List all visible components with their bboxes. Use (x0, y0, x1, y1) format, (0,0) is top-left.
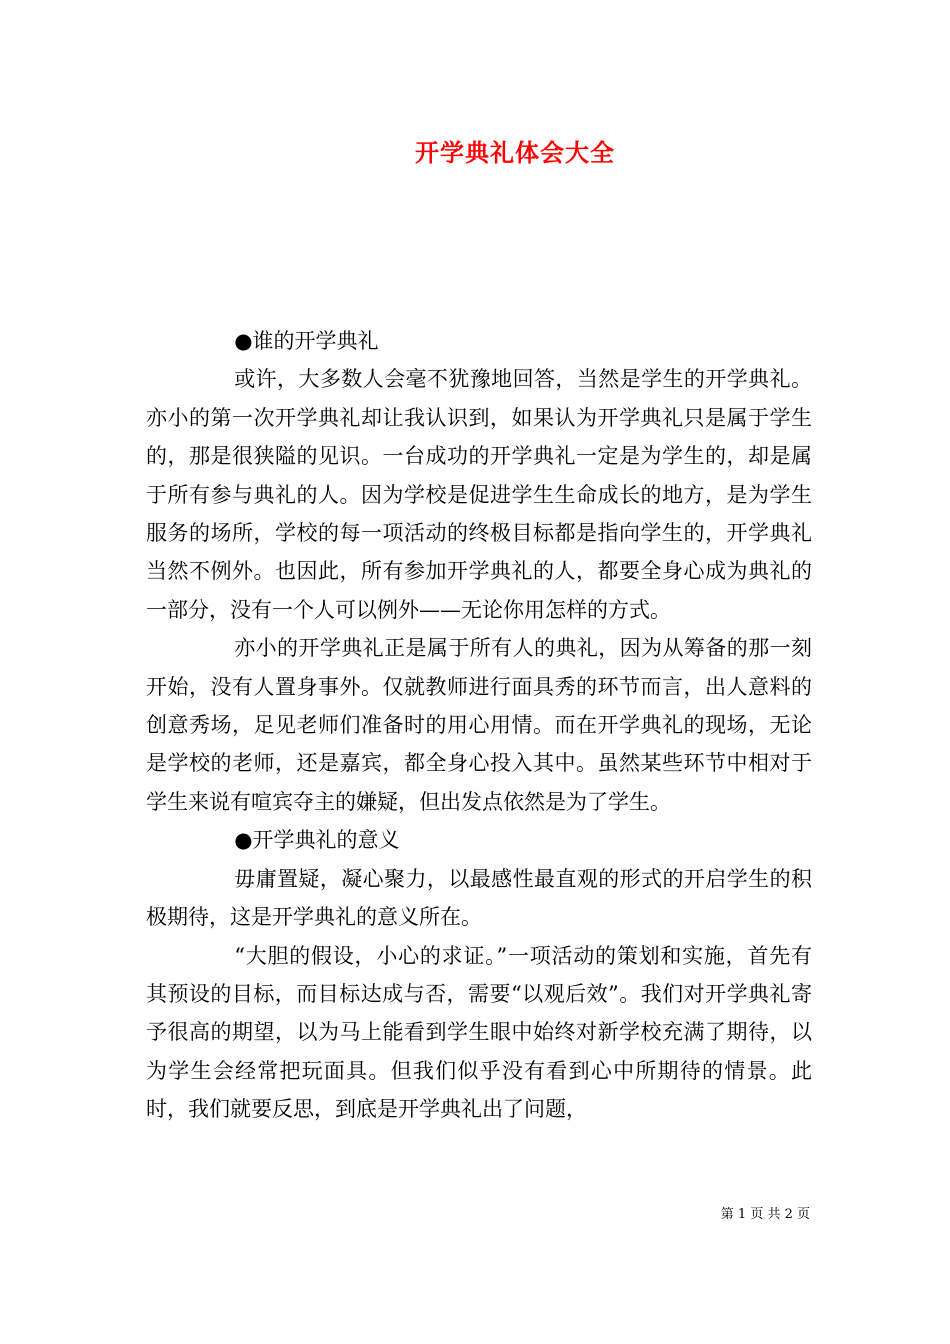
paragraph: 或许，大多数人会毫不犹豫地回答，当然是学生的开学典礼。亦小的第一次开学典礼却让我认识到，如果认为开学典礼只是属于学生的，那是很狭隘的见识。一台成功的开学典礼一定是为学生的，却是属于所有参与典礼的人。因为学校是促进学生生命成长的地方，是为学生服务的场所，学校的每一项活动的终极目标都是指向学生的，开学典礼当然不例外。也因此，所有参加开学典礼的人，都要全身心成为典礼的一部分，没有一个人可以例外——无论你用怎样的方式。 (146, 367, 812, 622)
section-heading: ●开学典礼的意义 (234, 828, 400, 853)
paragraph: 亦小的开学典礼正是属于所有人的典礼，因为从筹备的那一刻开始，没有人置身事外。仅就教师进行面具秀的环节而言，出人意料的创意秀场，足见老师们准备时的用心用情。而在开学典礼的现场，无论是学校的老师，还是嘉宾，都全身心投入其中。虽然某些环节中相对于学生来说有喧宾夺主的嫌疑，但出发点依然是为了学生。 (146, 636, 812, 814)
document-title: 开学典礼体会大全 (415, 138, 615, 167)
section-heading: ●谁的开学典礼 (234, 329, 379, 353)
paragraph: 毋庸置疑，凝心聚力，以最感性最直观的形式的开启学生的积极期待，这是开学典礼的意义所在。 (146, 866, 812, 930)
page-number: 第 1 页 共 2 页 (720, 1207, 810, 1222)
document-body (146, 322, 812, 1129)
paragraph: “大胆的假设，小心的求证。”一项活动的策划和实施，首先有其预设的目标，而目标达成与否，需要“以观后效”。我们对开学典礼寄予很高的期望，以为马上能看到学生眼中始终对新学校充满了期待，以为学生会经常把玩面具。但我们似乎没有看到心中所期待的情景。此时，我们就要反思，到底是开学典礼出了问题， (146, 943, 812, 1122)
